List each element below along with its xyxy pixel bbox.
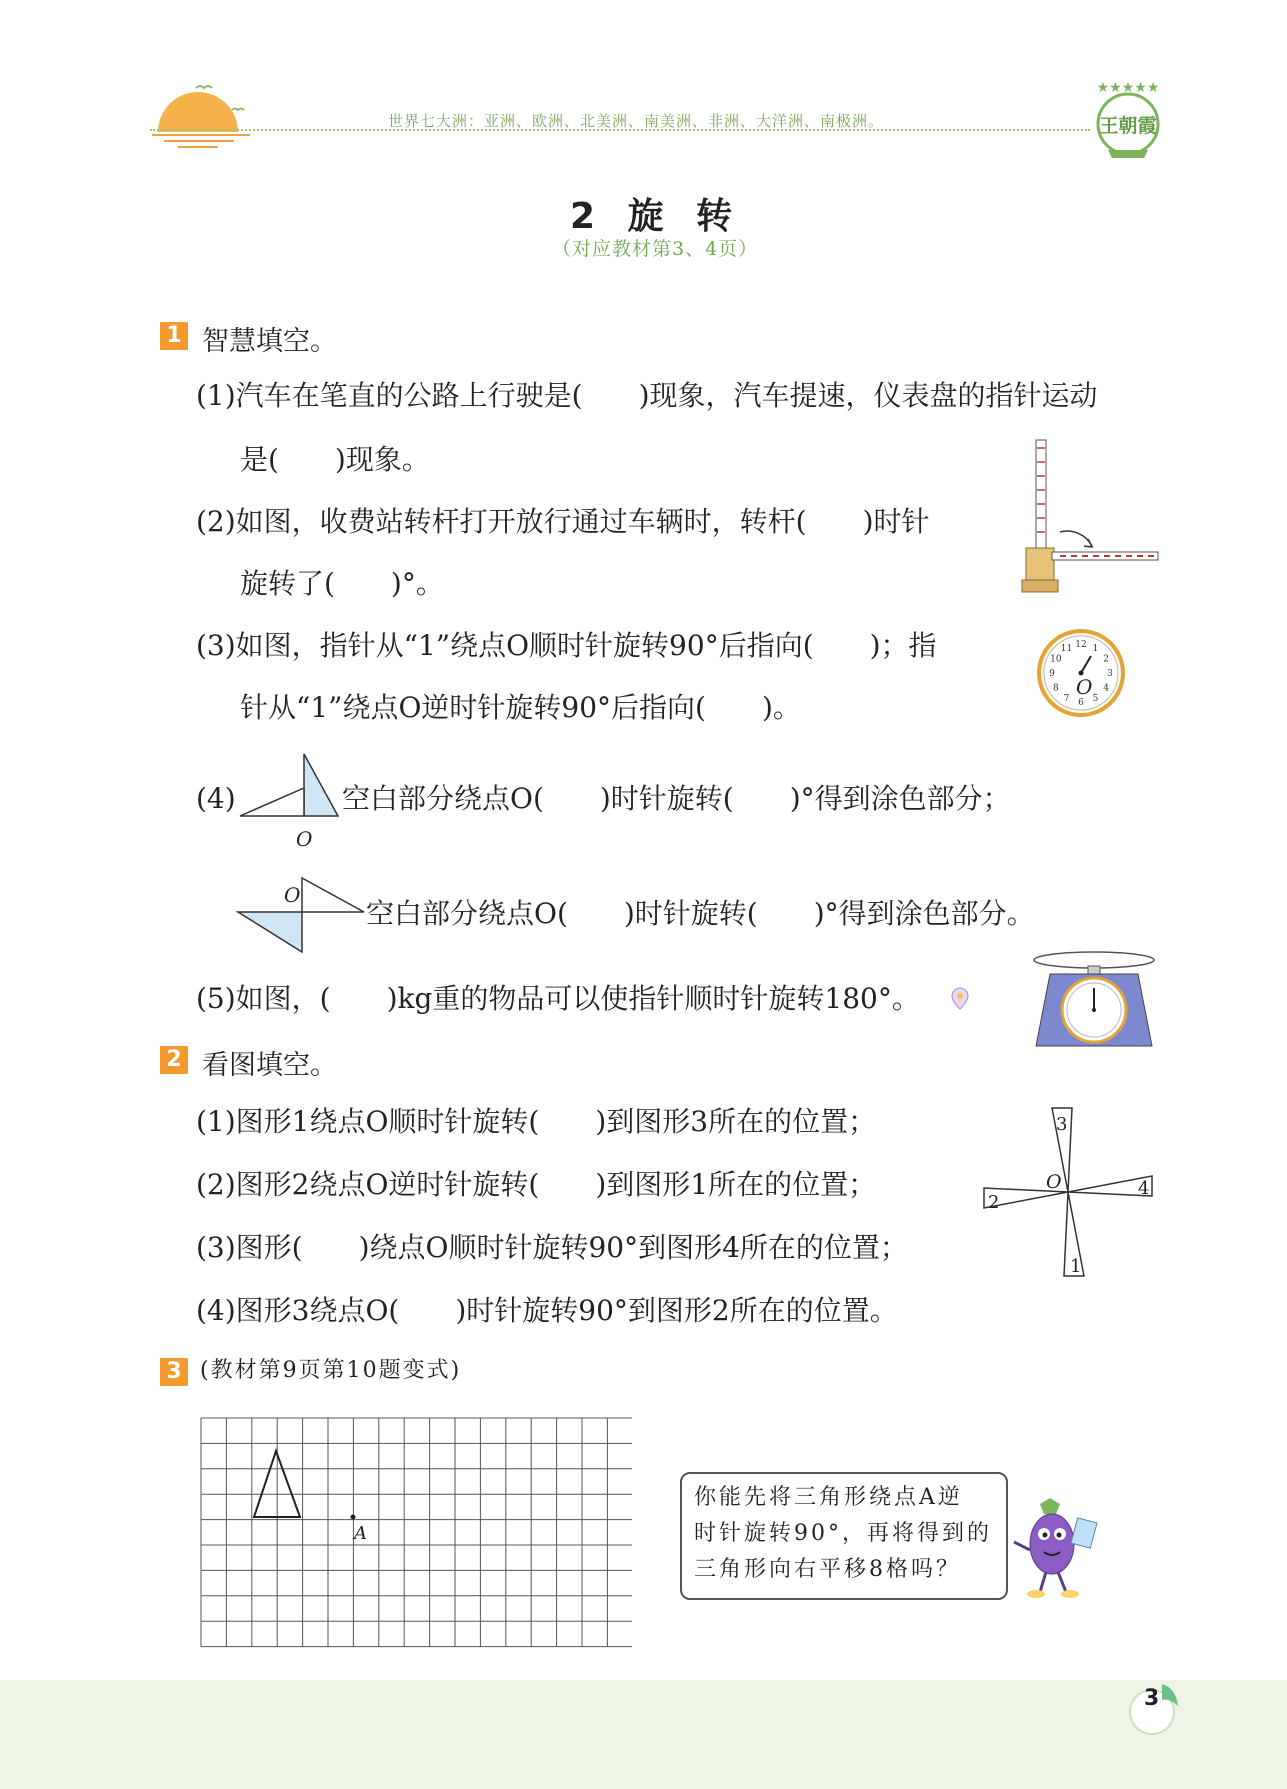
rotation-figure-a: [238, 752, 348, 852]
clock-number: 1: [1092, 643, 1099, 654]
q2-number-badge: 2: [160, 1046, 188, 1074]
hint-line-1: 你能先将三角形绕点A逆: [694, 1485, 963, 1510]
q2-line-4: (4)图形3绕点O( )时针旋转90°到图形2所在的位置。: [196, 1294, 898, 1327]
header-continents-text: 世界七大洲：亚洲、欧洲、北美洲、南美洲、非洲、大洋洲、南极洲。: [388, 112, 885, 130]
brand-logo-text: 王朝霞: [1099, 115, 1157, 137]
q3-heading: (教材第9页第10题变式): [200, 1358, 462, 1383]
figure-b-point-label: O: [284, 883, 301, 907]
clock-number: 2: [1103, 654, 1109, 665]
q2-line-2: (2)图形2绕点O逆时针旋转( )到图形1所在的位置；: [196, 1168, 877, 1201]
lesson-subtitle: （对应教材第3、4页）: [552, 238, 759, 260]
clock-number: 10: [1050, 654, 1062, 665]
footer-background: [0, 1680, 1287, 1789]
shape-3-label: 3: [1056, 1114, 1068, 1135]
rotated-shapes-figure: [980, 1104, 1160, 1284]
q1-line-5: (3)如图，指针从“1”绕点O顺时针旋转90°后指向( )；指: [196, 629, 937, 662]
clock-number: 4: [1103, 683, 1109, 694]
brand-logo: [1090, 78, 1166, 164]
q1-number-badge: 1: [160, 322, 188, 350]
clock-point-label: O: [1076, 675, 1093, 699]
q2-line-1: (1)图形1绕点O顺时针旋转( )到图形3所在的位置；: [196, 1105, 877, 1138]
shape-2-label: 2: [988, 1192, 1000, 1213]
q2-heading: 看图填空。: [202, 1050, 337, 1081]
shape-4-label: 4: [1138, 1178, 1150, 1199]
hint-line-2: 时针旋转90°，再将得到的: [694, 1521, 992, 1546]
q1-line-9: (5)如图，( )kg重的物品可以使指针顺时针旋转180°。: [196, 982, 920, 1015]
shape-center-label: O: [1046, 1171, 1062, 1193]
eggplant-mascot: [1000, 1494, 1110, 1604]
q1-line-4: 旋转了( )°。: [240, 567, 444, 600]
page-number: 3: [1144, 1686, 1160, 1711]
clock-number: 8: [1053, 683, 1059, 694]
clock-number: 3: [1107, 669, 1113, 679]
hint-bubble: [680, 1472, 1008, 1600]
figure-a-point-label: O: [296, 827, 313, 851]
clock-number: 7: [1063, 694, 1070, 705]
header-sun-logo: [150, 80, 255, 150]
clock-number: 6: [1078, 698, 1084, 708]
q1-line-3: (2)如图，收费站转杆打开放行通过车辆时，转杆( )时针: [196, 505, 930, 538]
grid-figure: [200, 1417, 632, 1649]
clock-number: 12: [1075, 640, 1087, 650]
toll-gate-figure: [1020, 436, 1160, 596]
lesson-title: 2 旋 转: [570, 196, 743, 237]
q1-line-7-label: (4): [196, 782, 236, 815]
clock-number: 11: [1060, 643, 1073, 654]
clock-number: 9: [1049, 669, 1055, 679]
q1-line-7: 空白部分绕点O( )时针旋转( )°得到涂色部分；: [342, 782, 1011, 815]
hint-line-3: 三角形向右平移8格吗？: [694, 1557, 961, 1582]
location-pin-icon: [948, 986, 972, 1012]
clock-figure: [1036, 628, 1126, 718]
q1-line-2: 是( )现象。: [240, 443, 430, 476]
scale-figure: [1030, 950, 1158, 1050]
q1-heading: 智慧填空。: [202, 326, 337, 357]
q1-line-8: 空白部分绕点O( )时针旋转( )°得到涂色部分。: [366, 897, 1035, 930]
rotation-figure-b: [236, 868, 366, 954]
grid-point-label: A: [354, 1523, 367, 1544]
q3-number-badge: 3: [160, 1358, 188, 1386]
clock-number: 5: [1092, 694, 1099, 705]
q1-line-1: (1)汽车在笔直的公路上行驶是( )现象，汽车提速，仪表盘的指针运动: [196, 379, 1098, 412]
svg-text:★★★★★: ★★★★★: [1096, 80, 1160, 96]
shape-1-label: 1: [1070, 1256, 1082, 1277]
q1-line-6: 针从“1”绕点O逆时针旋转90°后指向( )。: [240, 691, 801, 724]
q2-line-3: (3)图形( )绕点O顺时针旋转90°到图形4所在的位置；: [196, 1231, 908, 1264]
